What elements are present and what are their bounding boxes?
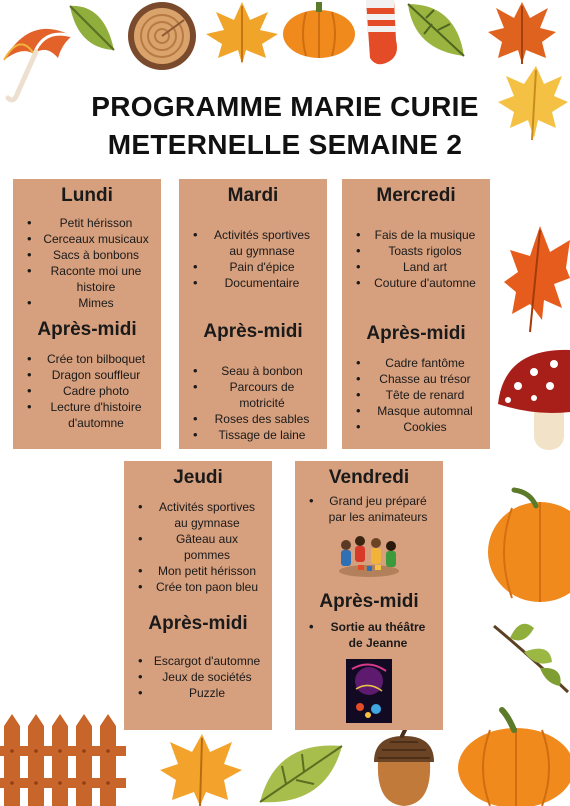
list-item: • Sortie au théâtre de Jeanne [319,619,433,651]
list-item: • Crée ton bilboquet [37,351,151,367]
branch-icon [490,616,570,696]
fence-icon [0,712,126,806]
morning-list [23,215,151,311]
theatre-poster-image [346,659,392,723]
day-title: Mardi [227,185,279,206]
list-item: • Tête de renard [366,387,480,403]
list-item: • Cadre photo [37,383,151,399]
day-card-vendredi [295,461,443,730]
afternoon-title: Après-midi [203,321,303,342]
list-item: • Activités sportives au gymnase [148,499,262,531]
pumpkin-icon [484,486,570,608]
list-item: • Grand jeu préparé par les animateurs [319,493,433,525]
list-item: • Roses des sables [203,411,317,427]
day-card-lundi [13,179,161,449]
day-card-jeudi [124,461,272,730]
day-title: Jeudi [173,467,223,488]
afternoon-list [23,351,151,431]
morning-list [352,227,480,291]
day-card-mercredi [342,179,490,449]
list-item: • Petit hérisson [37,215,151,231]
page-title [0,88,570,164]
pumpkin-icon [450,706,570,806]
list-item: • Masque automnal [366,403,480,419]
list-item: • Chasse au trésor [366,371,480,387]
day-title: Mercredi [376,185,456,206]
afternoon-title: Après-midi [319,591,419,612]
maple-leaf-icon [204,0,280,64]
title-line-2: METERNELLE SEMAINE 2 [107,129,463,160]
maple-leaf-icon [500,222,570,336]
maple-leaf-icon [158,730,244,806]
title-line-1: PROGRAMME MARIE CURIE [91,91,479,122]
list-item: • Couture d'automne [366,275,480,291]
list-item: • Cookies [366,419,480,435]
list-item: • Mimes [37,295,151,311]
list-item: • Documentaire [203,275,317,291]
list-item: • Toasts rigolos [366,243,480,259]
list-item: • Pain d'épice [203,259,317,275]
list-item: • Escargot d'automne [148,653,262,669]
maple-leaf-icon [486,0,558,66]
morning-list [134,499,262,595]
afternoon-list [189,363,317,443]
afternoon-list [134,653,262,701]
list-item: • Cadre fantôme [366,355,480,371]
list-item: • Raconte moi une histoire [37,263,151,295]
morning-list [189,227,317,291]
afternoon-title: Après-midi [366,323,466,344]
list-item: • Sacs à bonbons [37,247,151,263]
day-title: Vendredi [328,467,410,488]
list-item: • Gâteau aux pommes [148,531,262,563]
list-item: • Dragon souffleur [37,367,151,383]
afternoon-title: Après-midi [37,319,137,340]
day-title: Lundi [61,185,113,206]
list-item: • Mon petit hérisson [148,563,262,579]
pumpkin-icon [280,0,358,60]
mushroom-icon [494,346,570,454]
leaf-icon [404,0,468,60]
list-item: • Seau à bonbon [203,363,317,379]
list-item: • Puzzle [148,685,262,701]
list-item: • Parcours de motricité [203,379,317,411]
list-item: • Fais de la musique [366,227,480,243]
list-item: • Activités sportives au gymnase [203,227,317,259]
afternoon-list [352,355,480,435]
wood-log-icon [124,0,200,76]
sock-icon [356,0,408,70]
afternoon-title: Après-midi [148,613,248,634]
list-item: • Jeux de sociétés [148,669,262,685]
day-card-mardi [179,179,327,449]
leaf-icon [64,0,120,60]
acorn-icon [362,728,446,806]
list-item: • Crée ton paon bleu [148,579,262,595]
list-item: • Land art [366,259,480,275]
list-item: • Cerceaux musicaux [37,231,151,247]
leaf-icon [256,740,346,806]
list-item: • Tissage de laine [203,427,317,443]
list-item: • Lecture d'histoire d'automne [37,399,151,431]
morning-list [305,493,433,525]
afternoon-list [305,619,433,651]
children-playing-image [334,531,404,577]
